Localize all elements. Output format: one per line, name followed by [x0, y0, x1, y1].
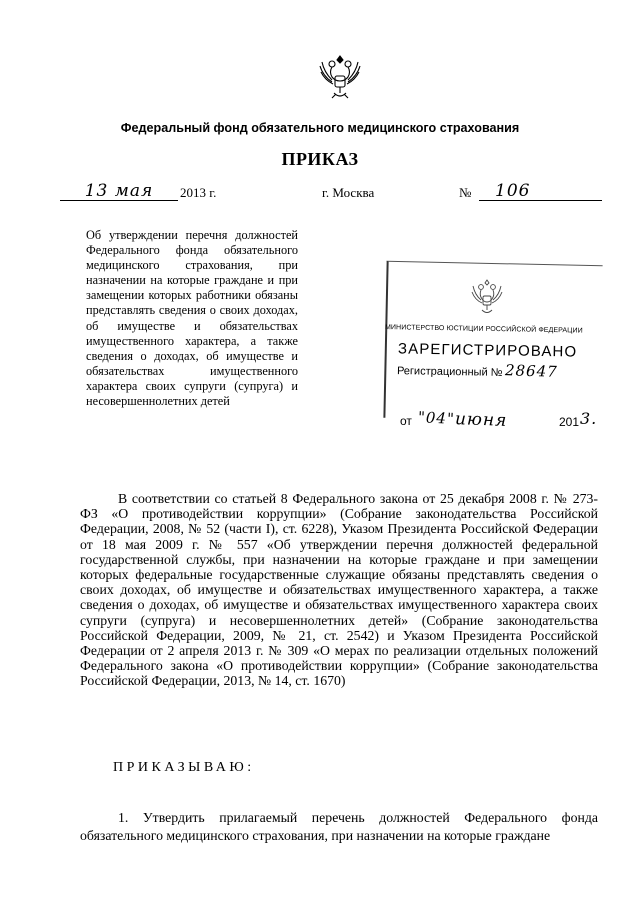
stamp-registered: ЗАРЕГИСТРИРОВАНО — [397, 340, 578, 361]
order-number: 106 — [495, 181, 531, 201]
order-city: г. Москва — [322, 185, 375, 200]
order-subject: Об утверждении перечня должностей Федерального фонда обязательного медицинского страхования, при назначении на которые граждане и при замещении которых работники обязаны представлять сведения о своих доходах, об имуществе и обязательствах имущественного характера, а также сведения о доходах, об имуществе и обязательствах имущественного характера своих супруги (супруга) и несовершеннолетних детей — [86, 228, 298, 409]
document-title: ПРИКАЗ — [281, 149, 359, 169]
stamp-date-year: 201 — [559, 415, 580, 429]
stamp-date-month: июня — [454, 409, 508, 431]
stamp-date-year-end: 3. — [580, 409, 598, 428]
stamp-date-day: "04" — [417, 408, 456, 428]
stamp-ministry: МИНИСТЕРСТВО ЮСТИЦИИ РОССИЙСКОЙ ФЕДЕРАЦИИ — [384, 324, 583, 335]
stamp-emblem-icon — [470, 278, 504, 318]
point-1-paragraph: 1. Утвердить прилагаемый перечень должностей Федерального фонда обязательного медицинского страхования, при назначении на которые граждане — [80, 810, 598, 843]
number-underline — [479, 200, 602, 201]
stamp-registration-label: Регистрационный № — [396, 365, 503, 379]
stamp-date-prefix: от — [400, 414, 412, 428]
date-underline — [60, 200, 178, 201]
order-number-label: № — [459, 185, 472, 200]
stamp-registration-number: 28647 — [504, 361, 559, 381]
order-date-year: 2013 г. — [180, 185, 217, 200]
double-headed-eagle-emblem-icon — [318, 52, 362, 104]
order-date-day-month: 13 мая — [84, 181, 154, 201]
organization-name: Федеральный фонд обязательного медицинского страхования — [120, 121, 520, 135]
order-word: ПРИКАЗЫВАЮ: — [113, 760, 255, 775]
preamble-paragraph: В соответствии со статьей 8 Федерального закона от 25 декабря 2008 г. № 273-ФЗ «О противодействии коррупции» (Собрание законодательства Российской Федерации, 2008, № 52 (части I), ст. 6228), Указом Президента Российской Федерации от 18 мая 2009 г. № 557 «Об утверждении перечня должностей федеральной государственной службы, при назначении на которые граждане и при замещении которых федеральные государственные служащие обязаны представлять сведения о своих доходах, об имуществе и обязательствах имущественного характера, а также сведения о доходах, об имуществе и обязательствах имущественного характера своих супруги (супруга) и несовершеннолетних детей» (Собрание законодательства Российской Федерации, 2009, № 21, ст. 2542) и Указом Президента Российской Федерации от 2 апреля 2013 г. № 309 «О мерах по реализации отдельных положений Федерального закона «О противодействии коррупции» (Собрание законодательства Российской Федерации, 2013, № 14, ст. 1670) — [80, 491, 598, 689]
